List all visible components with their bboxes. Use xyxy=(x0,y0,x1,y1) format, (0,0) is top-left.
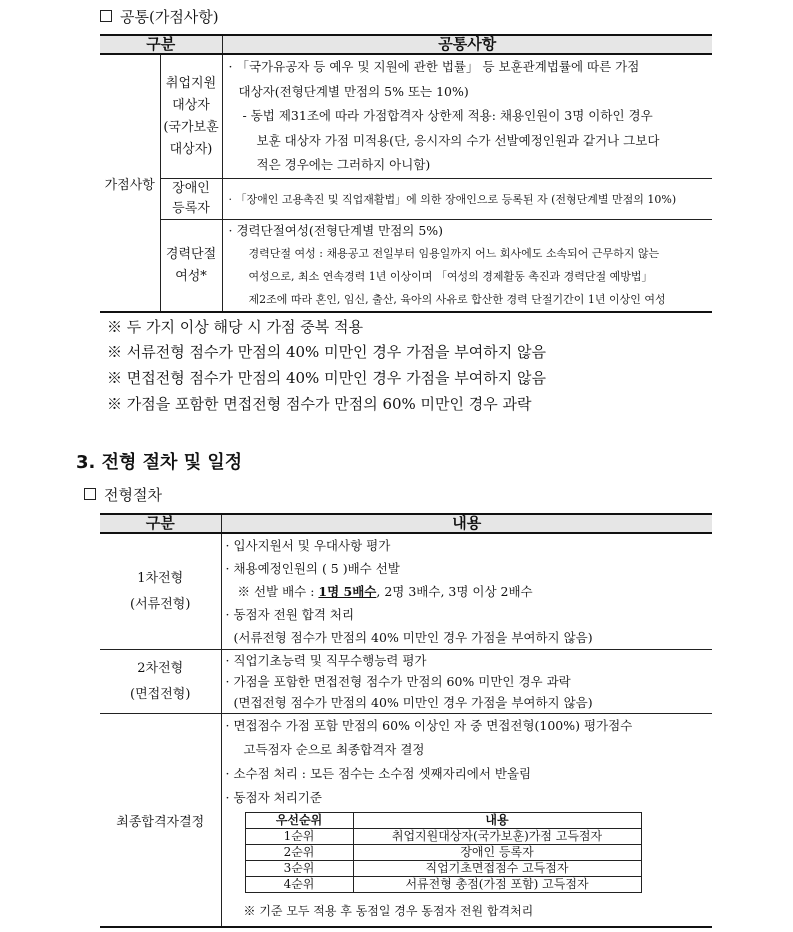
stage-2-row xyxy=(100,650,712,714)
row-label-veterans: 취업지원 대상자 (국가보훈 대상자) xyxy=(160,54,222,179)
priority-row xyxy=(245,829,641,845)
priority-content: 직업기초면접점수 고득점자 xyxy=(353,861,641,877)
col-header-category: 구분 xyxy=(100,514,221,533)
priority-rank: 3순위 xyxy=(245,861,353,877)
priority-table xyxy=(245,812,642,893)
priority-content: 취업지원대상자(국가보훈)가점 고득점자 xyxy=(353,829,641,845)
priority-rank: 1순위 xyxy=(245,829,353,845)
final-content xyxy=(221,714,712,928)
veterans-line-5: 적은 경우에는 그러하지 아니함) xyxy=(256,157,431,172)
career-line-2: 경력단절 여성 : 채용공고 전일부터 임용일까지 어느 회사에도 소속되어 근무하지 않는 xyxy=(248,247,660,260)
checkbox-square-icon xyxy=(84,488,96,500)
career-line-1: · 경력단절여성(전형단계별 만점의 5%) xyxy=(228,223,444,238)
stage-1-line-4: · 동점자 전원 합격 처리 xyxy=(225,607,355,622)
common-table-header xyxy=(100,35,712,54)
procedure-table xyxy=(100,513,712,928)
priority-header-content: 내용 xyxy=(353,813,641,829)
career-line-3: 여성으로, 최소 연속경력 1년 이상이며 「여성의 경제활동 촉진과 경력단절 예방법」 xyxy=(248,270,653,283)
common-row-career-break xyxy=(100,220,712,313)
note-4: ※ 가점을 포함한 면접전형 점수가 만점의 60% 미만인 경우 과락 xyxy=(107,395,532,413)
stage-1-line-1: · 입사지원서 및 우대사항 평가 xyxy=(225,538,391,553)
veterans-line-4: 보훈 대상자 가점 미적용(단, 응시자의 수가 선발예정인원과 같거나 그보다 xyxy=(256,132,660,148)
note-3: ※ 면접전형 점수가 만점의 40% 미만인 경우 가점을 부여하지 않음 xyxy=(107,369,547,387)
common-section-heading-text: 공통(가점사항) xyxy=(120,8,219,26)
final-row xyxy=(100,714,712,928)
priority-rank: 2순위 xyxy=(245,845,353,861)
stage-1-label: 1차전형 (서류전형) xyxy=(100,533,221,650)
stage-1-line-2: · 채용예정인원의 ( 5 )배수 선발 xyxy=(225,561,400,576)
priority-content: 장애인 등록자 xyxy=(353,845,641,861)
stage-2-label: 2차전형 (면접전형) xyxy=(100,650,221,714)
stage-2-line-2: · 가점을 포함한 면접전형 점수가 만점의 60% 미만인 경우 과락 xyxy=(225,674,571,689)
stage-2-content xyxy=(221,650,712,714)
note-2: ※ 서류전형 점수가 만점의 40% 미만인 경우 가점을 부여하지 않음 xyxy=(107,343,547,361)
veterans-line-2: 대상자(전형단계별 만점의 5% 또는 10%) xyxy=(238,83,469,99)
common-section-heading xyxy=(100,6,219,27)
section-3-title: 3. 전형 절차 및 일정 xyxy=(76,452,243,473)
final-line-1: · 면접점수 가점 포함 만점의 60% 이상인 자 중 면접전형(100%) 평가점수 xyxy=(225,718,633,733)
stage-1-row xyxy=(100,533,712,650)
row-content-career-break xyxy=(222,220,712,313)
veterans-line-1: · 「국가유공자 등 예우 및 지원에 관한 법률」 등 보훈관계법률에 따른 가점 xyxy=(228,59,640,74)
stage-2-line-3: (면접전형 점수가 만점의 40% 미만인 경우 가점을 부여하지 않음) xyxy=(233,695,593,710)
common-row-disabled xyxy=(100,179,712,220)
final-line-2: 고득점자 순으로 최종합격자 결정 xyxy=(243,742,425,757)
procedure-subheading-text: 전형절차 xyxy=(104,486,162,504)
checkbox-square-icon xyxy=(100,10,112,22)
col-header-category: 구분 xyxy=(100,35,222,54)
row-content-veterans xyxy=(222,54,712,179)
career-line-4: 제2조에 따라 혼인, 임신, 출산, 육아의 사유로 합산한 경력 단절기간이 1년 이상인 여성 xyxy=(248,293,666,306)
final-line-4: · 동점자 처리기준 xyxy=(225,790,322,805)
selection-multiple-emphasis: 1명 5배수 xyxy=(318,584,377,599)
priority-content: 서류전형 총점(가점 포함) 고득점자 xyxy=(353,877,641,893)
note-1: ※ 두 가지 이상 해당 시 가점 중복 적용 xyxy=(107,318,364,336)
disabled-line-1: · 「장애인 고용촉진 및 직업재활법」에 의한 장애인으로 등록된 자 (전형단계별 만점의 10%) xyxy=(228,192,677,206)
col-header-common: 공통사항 xyxy=(222,35,712,54)
priority-table-header xyxy=(245,813,641,829)
priority-row xyxy=(245,877,641,893)
row-label-disabled: 장애인 등록자 xyxy=(160,179,222,220)
stage-1-line-3: ※ 선발 배수 : 1명 5배수, 2명 3배수, 3명 이상 2배수 xyxy=(237,584,533,599)
common-row-veterans xyxy=(100,54,712,179)
row-content-disabled xyxy=(222,179,712,220)
group-label-bonus: 가점사항 xyxy=(100,54,160,312)
final-footnote: ※ 기준 모두 적용 후 동점일 경우 동점자 전원 합격처리 xyxy=(243,904,534,918)
final-line-3: · 소수점 처리 : 모든 점수는 소수점 셋째자리에서 반올림 xyxy=(225,766,532,781)
row-label-career-break: 경력단절 여성* xyxy=(160,220,222,313)
procedure-subheading xyxy=(84,484,162,505)
priority-rank: 4순위 xyxy=(245,877,353,893)
common-table xyxy=(100,34,712,313)
stage-2-line-1: · 직업기초능력 및 직무수행능력 평가 xyxy=(225,653,427,668)
stage-1-content xyxy=(221,533,712,650)
procedure-table-header xyxy=(100,514,712,533)
priority-row xyxy=(245,861,641,877)
stage-1-line-5: (서류전형 점수가 만점의 40% 미만인 경우 가점을 부여하지 않음) xyxy=(233,630,593,645)
col-header-content: 내용 xyxy=(221,514,712,533)
veterans-line-3: - 동법 제31조에 따라 가점합격자 상한제 적용: 채용인원이 3명 이하인 경우 xyxy=(242,108,653,123)
priority-header-rank: 우선순위 xyxy=(245,813,353,829)
priority-row xyxy=(245,845,641,861)
final-label: 최종합격자결정 xyxy=(100,714,221,928)
